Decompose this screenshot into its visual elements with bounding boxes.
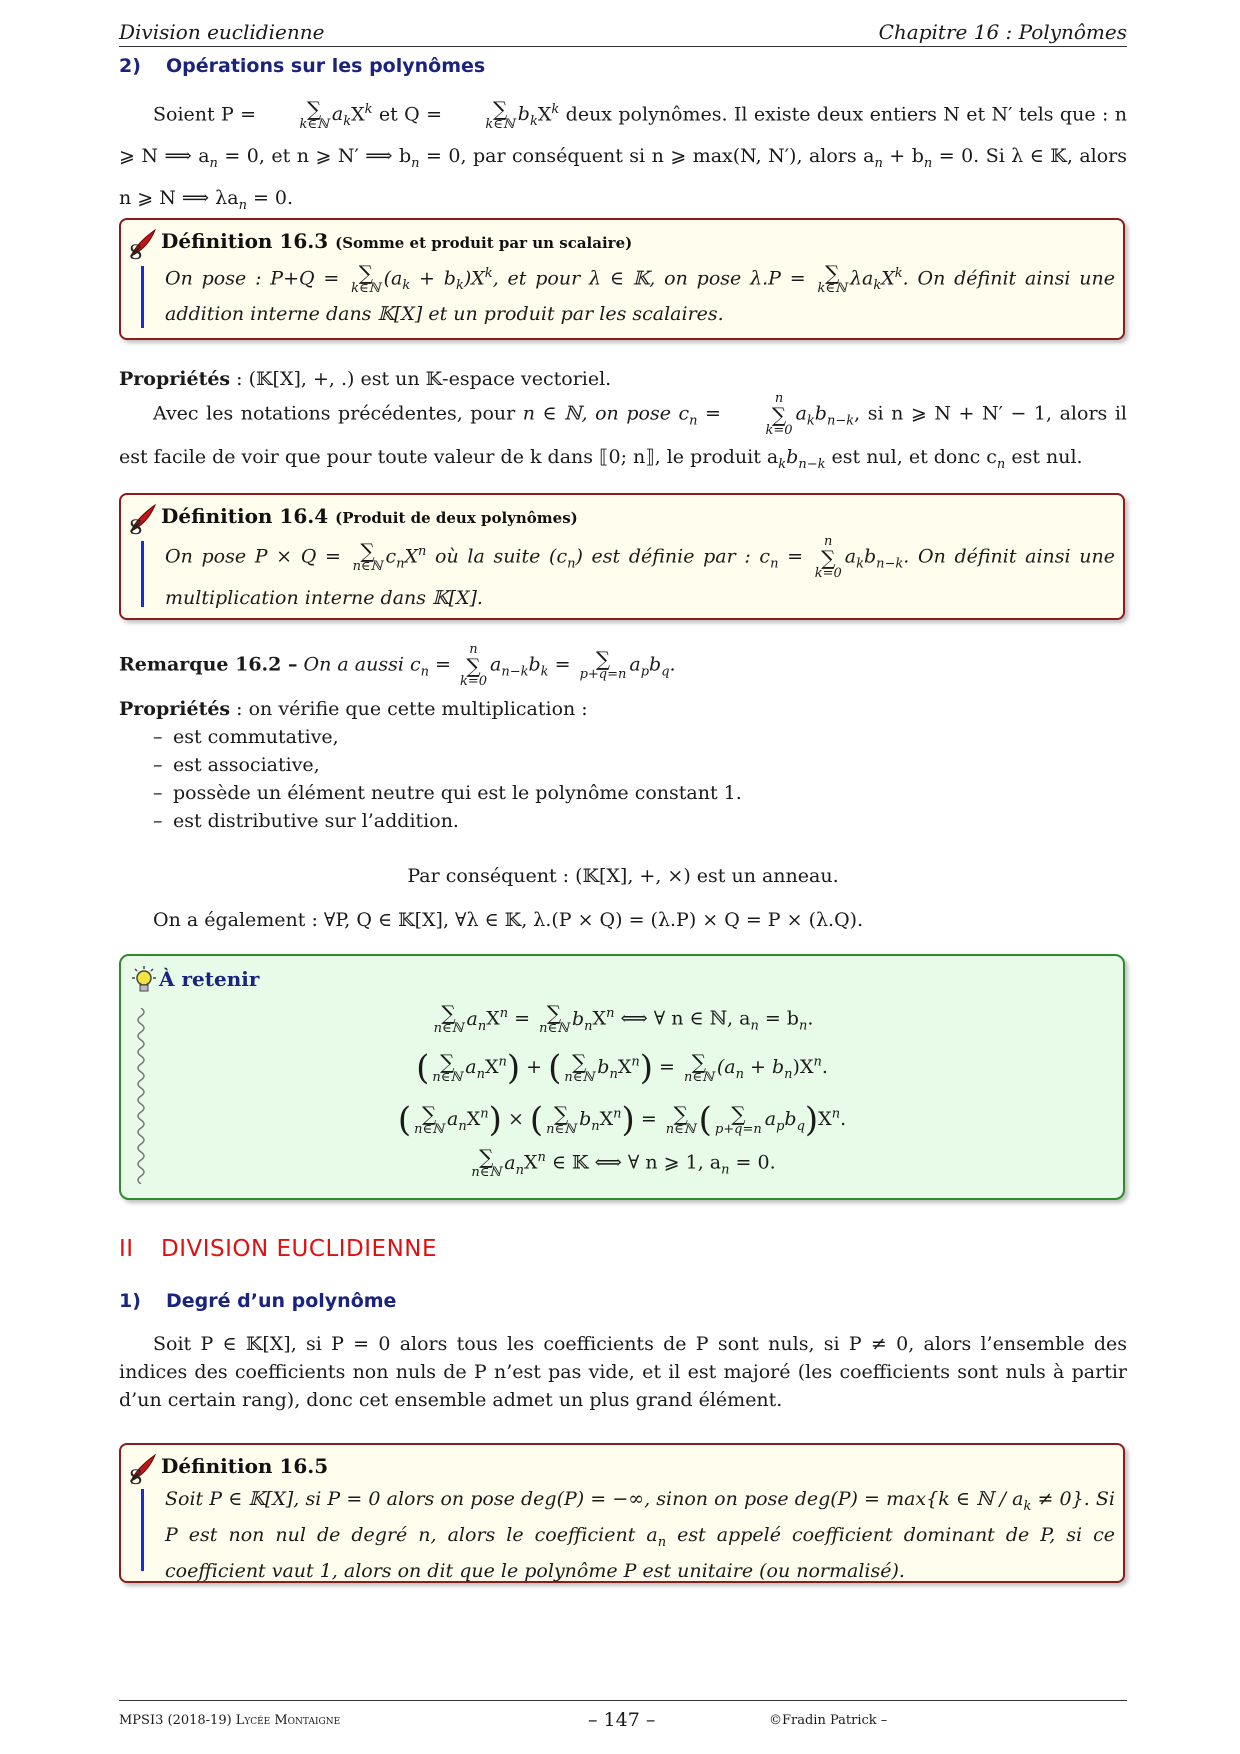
exponent: k [364, 102, 373, 117]
index: k [529, 114, 538, 130]
text: où la suite (c [426, 545, 568, 568]
section-title: Degré d’un polynôme [166, 1290, 397, 1312]
lightbulb-icon [127, 964, 159, 998]
definition-box-16-3 [119, 218, 1125, 340]
sum-symbol [265, 96, 329, 132]
page-footer [119, 1700, 1127, 1731]
exponent: k [551, 102, 560, 117]
svg-text:S: S [129, 1465, 143, 1485]
index: n [609, 1066, 618, 1082]
equation-sum: ( ∑ n∈ℕ $a_nX^n$) + ( ∑ n∈ℕ $b_nX^n$) = ∑ n∈ℕ $(a_n + b_n)X^n$. [416, 1048, 828, 1088]
section-number: 1) [119, 1290, 141, 1312]
equation-equality: ∑ n∈ℕ $a_nX^n$ = ∑ n∈ℕ $b_nX^n$ ⟺ ∀ n ∈ ℕ, $a_n = b_n$. [433, 1001, 814, 1036]
sum-index: n∈ℕ [433, 1021, 464, 1036]
quill-pen-icon [127, 501, 161, 535]
sigma: ∑ [360, 539, 375, 563]
sigma: ∑ [553, 1101, 569, 1126]
definition-title [161, 1454, 328, 1478]
footer-class-text: MPSI3 (2018-19) [119, 1713, 236, 1728]
text: b [528, 653, 541, 676]
index: n [476, 1066, 485, 1082]
definition-bar [141, 266, 144, 328]
index: n [689, 413, 698, 429]
sum-index: n∈ℕ [665, 1121, 696, 1137]
exponent: k [894, 266, 903, 281]
sum-symbol [665, 1101, 696, 1137]
sum-symbol [564, 1049, 595, 1085]
text: a [490, 653, 502, 676]
definition-label: Définition 16.3 [161, 229, 329, 253]
text: b [863, 545, 877, 568]
text: On pose P × Q = [165, 545, 350, 568]
text: )X [463, 267, 485, 290]
index: n [515, 1162, 524, 1178]
header-chapter-title: Chapitre 16 : Polynômes [878, 20, 1127, 44]
exponent: n [537, 1150, 546, 1166]
index: n [784, 1066, 793, 1082]
scalar-compatibility: On a également : ∀P, Q ∈ 𝕂[X], ∀λ ∈ 𝕂, λ.(P × Q) = (λ.P) × Q = P × (λ.Q). [153, 909, 864, 931]
sigma: ∑ [572, 1049, 587, 1074]
text: . [669, 653, 676, 676]
sum-symbol [432, 1049, 463, 1085]
index: n [477, 1018, 487, 1034]
sum-index: p+q=n [579, 667, 627, 682]
index: n [798, 1018, 808, 1034]
index: n [923, 155, 933, 171]
equation-product: ( ∑ n∈ℕ $a_nX^n$) × ( ∑ n∈ℕ $b_nX^n$) = ∑ n∈ℕ ( ∑ p+q=n $a_pb_q)X^n$. [397, 1100, 847, 1140]
sum-symbol [433, 1001, 464, 1036]
sum-index: n∈ℕ [546, 1121, 577, 1137]
index: n [996, 457, 1006, 473]
sum-upper: n [824, 534, 833, 549]
index: k [1023, 1498, 1032, 1514]
paragraph-soient: Soient P = ∑ k∈ℕ $a_kX^k$ et Q = ∑ k∈ℕ $b_kX^k$ deux polynômes. Il existe deux entiers N et N′ tels que : n ⩾ N ⟹ $a_n = 0$, et n ⩾ N′ ⟹ $b_n = 0$, par conséquent si n ⩾ max(N, N′), alors $a_n + b_n = 0$. Si λ ∈ 𝕂, alors n ⩾ N ⟹ $\lambda a_n = 0$. [119, 96, 1128, 213]
index: k [873, 278, 882, 294]
definition-bar [141, 541, 144, 607]
text: , et pour λ ∈ 𝕂, on pose λ.P = [492, 267, 815, 290]
running-header [119, 18, 1127, 47]
sigma: ∑ [307, 96, 322, 121]
text: est appelé coefficient dominant de P, si ce coefficient vaut 1, alors on dit que le polynôme P est unitaire (ou normalisé). [165, 1523, 1115, 1582]
text: = 0. [246, 186, 294, 209]
sigma: ∑ [479, 1145, 494, 1169]
paragraph-avec-notations [119, 392, 1127, 483]
text: = 0, par conséquent si [419, 145, 652, 168]
quill-pen-icon [127, 226, 161, 260]
sum-symbol [471, 1145, 502, 1180]
index: n [238, 197, 247, 213]
list-item: – possède un élément neutre qui est le polynôme constant 1. [119, 779, 742, 807]
sum-index: n∈ℕ [414, 1121, 445, 1137]
list-item: – est distributive sur l’addition. [119, 807, 742, 835]
sigma: ∑ [691, 1049, 707, 1074]
sum-index: n∈ℕ [471, 1165, 502, 1180]
sum-symbol [683, 1049, 714, 1085]
text: + b [410, 267, 456, 290]
sigma: ∑ [821, 546, 836, 570]
text: n ⩾ N ⟹ λa [119, 186, 239, 209]
sum-symbol [732, 392, 793, 437]
text: et Q = [372, 103, 449, 126]
ring-statement: Par conséquent : (𝕂[X], +, ×) est un anneau. [407, 865, 839, 887]
sum-index: n∈ℕ [352, 559, 383, 574]
definition-label: Définition 16.5 [161, 1454, 329, 1478]
index: k [540, 664, 549, 680]
header-section-title: Division euclidienne [119, 20, 325, 44]
text: ⟺ ∀ n ∈ ℕ, a [620, 1007, 751, 1030]
index: n [458, 1118, 467, 1134]
exponent: n [613, 1106, 622, 1122]
text: = b [758, 1007, 799, 1030]
definition-subtitle: (Somme et produit par un scalaire) [335, 234, 633, 252]
sum-symbol [460, 643, 487, 688]
text: = [778, 545, 812, 568]
properties-text: : on vérifie que cette multiplication : [230, 698, 588, 720]
definition-bar [141, 1489, 144, 1571]
sigma: ∑ [595, 647, 611, 671]
text: (a [383, 267, 403, 290]
text: n ⩾ N + N′ − 1, alors il est facile de voir que pour toute valeur de [119, 402, 1127, 469]
text: a [844, 545, 857, 568]
index: n [750, 1018, 759, 1034]
sum-index: n∈ℕ [564, 1069, 595, 1085]
sum-index: n∈ℕ [432, 1069, 463, 1085]
definition-body [165, 1485, 1115, 1585]
text: n ⩾ N′ ⟹ b [296, 145, 412, 168]
sum-symbol [817, 260, 847, 296]
text: (a [716, 1056, 736, 1078]
index: k [455, 278, 464, 294]
index: n−k [501, 664, 529, 680]
sum-index: k∈ℕ [299, 116, 329, 132]
index: n [770, 556, 779, 572]
equation-constant: ∑ n∈ℕ $a_nX^n$ ∈ 𝕂 ⟺ ∀ n ⩾ 1, $a_n = 0$. [471, 1145, 776, 1180]
sum-index: k∈ℕ [817, 280, 847, 296]
sigma: ∑ [440, 1049, 455, 1074]
exponent: n [480, 1106, 489, 1122]
exponent: n [631, 1054, 640, 1070]
index: k [856, 556, 864, 572]
text: n ⩾ max(N, N′), alors a [651, 145, 875, 168]
exponent: k [484, 266, 493, 281]
definition-box-16-4 [119, 493, 1125, 620]
index: k [806, 413, 815, 429]
index: n [567, 556, 576, 572]
text: est nul. [1005, 446, 1083, 469]
page-number: – 147 – [588, 1709, 656, 1731]
text: ∈ 𝕂 ⟺ ∀ n ⩾ 1, a [551, 1151, 722, 1174]
sum-upper: n [469, 642, 478, 657]
text: λa [849, 267, 874, 290]
index: n−k [876, 556, 904, 572]
text: . On définit ainsi une addition interne dans 𝕂[X] et un produit par les scalaires. [165, 267, 1116, 326]
sum-index: k=0 [765, 423, 793, 438]
sum-index: k=0 [814, 566, 842, 581]
properties-label: Propriétés [119, 698, 231, 720]
text: ) est définie par : c [575, 545, 771, 568]
text: . On définit ainsi une multiplication interne dans 𝕂[X]. [165, 545, 1115, 610]
sum-upper: n [774, 391, 784, 406]
list-item: – est commutative, [119, 723, 742, 751]
index: k [778, 457, 787, 473]
text: Soit P ∈ 𝕂[X], si P = 0 alors on pose deg(P) = −∞, sinon on pose deg(P) = max{k ∈ ℕ / a [165, 1488, 1024, 1510]
sigma: ∑ [492, 96, 508, 121]
index: n [721, 1162, 730, 1178]
definition-body [165, 535, 1115, 615]
sigma: ∑ [441, 1001, 456, 1025]
sum-symbol [351, 260, 381, 296]
exponent: n [418, 544, 427, 560]
section-heading-operations [119, 55, 485, 77]
svg-text:S: S [129, 240, 143, 260]
sigma: ∑ [421, 1101, 437, 1126]
index: n [584, 1018, 593, 1034]
sum-index: n∈ℕ [683, 1069, 714, 1085]
section-title: Opérations sur les polynômes [166, 55, 486, 77]
sum-symbol [414, 1101, 445, 1137]
sum-index: p+q=n [714, 1121, 762, 1137]
index: n [735, 1066, 744, 1082]
text: a [629, 653, 641, 676]
part-number: II [119, 1236, 134, 1262]
text: = [428, 653, 457, 676]
sum-symbol [451, 96, 515, 132]
text: = [548, 653, 577, 676]
key-points-title: À retenir [159, 967, 260, 991]
footer-author: ©Fradin Patrick – [769, 1713, 888, 1728]
index: n [420, 664, 429, 680]
page [119, 0, 1127, 1754]
definition-subtitle: (Produit de deux polynômes) [335, 509, 578, 527]
properties-text: : (𝕂[X], +, .) est un 𝕂-espace vectoriel. [230, 368, 612, 390]
quill-pen-icon [127, 1451, 161, 1485]
text: , si [854, 402, 892, 425]
text: = 0. [729, 1151, 776, 1174]
sigma: ∑ [546, 1001, 562, 1025]
text: k dans ⟦0; n⟧, le produit a [530, 446, 779, 469]
exponent: n [606, 1006, 615, 1022]
properties-vector-space [119, 366, 1127, 393]
text: X [881, 267, 895, 290]
text: c [385, 545, 397, 568]
definition-title [161, 229, 632, 253]
remark-label: Remarque 16.2 – [119, 653, 298, 676]
text: a [795, 402, 807, 425]
exponent: n [831, 1106, 841, 1122]
text: X [404, 545, 419, 568]
index: n [874, 155, 883, 171]
sigma: ∑ [673, 1101, 688, 1126]
sum-symbol [539, 1001, 569, 1036]
section-heading-degree [119, 1290, 396, 1312]
remark-16-2: Remarque 16.2 – On a aussi $c_n$ = n ∑ k=0 $a_{n-k}b_k$ = ∑ p+q=n $a_pb_q$. [119, 642, 676, 689]
text: On pose : P+Q = [165, 267, 349, 290]
sum-index: n∈ℕ [539, 1021, 569, 1036]
index: n [209, 155, 218, 171]
definition-body [165, 260, 1115, 328]
index: n [591, 1118, 600, 1134]
index: n−k [798, 457, 826, 473]
list-item: – est associative, [119, 751, 742, 779]
text: = [697, 402, 729, 425]
text: b [649, 653, 662, 676]
sum-index: k=0 [459, 674, 488, 689]
section-number: 2) [119, 55, 141, 77]
text: Soient P = [153, 103, 263, 126]
text: ≠ 0}. Si P est non nul de degré n, alors le coefficient a [165, 1488, 1115, 1546]
properties-multiplication [119, 696, 1127, 723]
sum-symbol [546, 1101, 577, 1137]
exponent: n [813, 1054, 822, 1070]
footer-class [119, 1713, 340, 1728]
properties-label: Propriétés [119, 368, 231, 390]
definition-box-16-5 [119, 1443, 1125, 1583]
index: k [343, 114, 352, 130]
paragraph-soit: Soit P ∈ 𝕂[X], si P = 0 alors tous les coefficients de P sont nuls, si P ≠ 0, alors l’ensemble des indices des coefficients non nuls de P n’est pas vide, et il est majoré (les coefficients sont nuls à partir d’un certain rang), donc cet ensemble admet un plus grand élément. [119, 1333, 1127, 1411]
sum-symbol [352, 539, 383, 574]
index: n [411, 155, 420, 171]
sum-symbol [815, 535, 842, 580]
text: n ⩾ N ⟹ a [119, 103, 1127, 168]
text: b [814, 402, 827, 425]
index: n [657, 1534, 667, 1550]
sum-symbol [579, 647, 627, 682]
text: deux polynômes. Il existe deux entiers N et N′ tels que : [559, 103, 1115, 126]
text: + b [882, 145, 924, 168]
sigma: ∑ [358, 260, 373, 285]
sigma: ∑ [771, 403, 787, 427]
properties-list [119, 723, 742, 835]
sum-index: k∈ℕ [351, 280, 381, 296]
index: n [396, 556, 405, 572]
part-heading [119, 1236, 437, 1262]
sigma: ∑ [825, 260, 840, 285]
index: n−k [826, 413, 855, 429]
key-points-box [119, 954, 1125, 1200]
sigma: ∑ [731, 1101, 746, 1126]
text: Avec les notations précédentes, pour [153, 402, 523, 425]
footer-school: Lycée Montaigne [235, 1713, 341, 1728]
text: = 0. Si λ ∈ 𝕂, alors [932, 145, 1128, 168]
text: = 0, et [217, 145, 297, 168]
text: X [818, 1108, 832, 1130]
text: On a aussi c [297, 653, 421, 676]
sum-symbol [714, 1101, 762, 1137]
text: n ∈ ℕ, on pose c [522, 402, 690, 425]
exponent: n [498, 1054, 507, 1070]
definition-label: Définition 16.4 [161, 504, 329, 528]
sum-index: k∈ℕ [485, 116, 515, 132]
exponent: n [499, 1006, 509, 1022]
definition-title [161, 504, 578, 528]
svg-text:S: S [129, 515, 143, 535]
part-title: DIVISION EUCLIDIENNE [161, 1236, 438, 1262]
index: k [402, 278, 411, 294]
sigma: ∑ [466, 654, 481, 678]
text: b [786, 446, 799, 469]
text: est nul, et donc c [825, 446, 997, 469]
